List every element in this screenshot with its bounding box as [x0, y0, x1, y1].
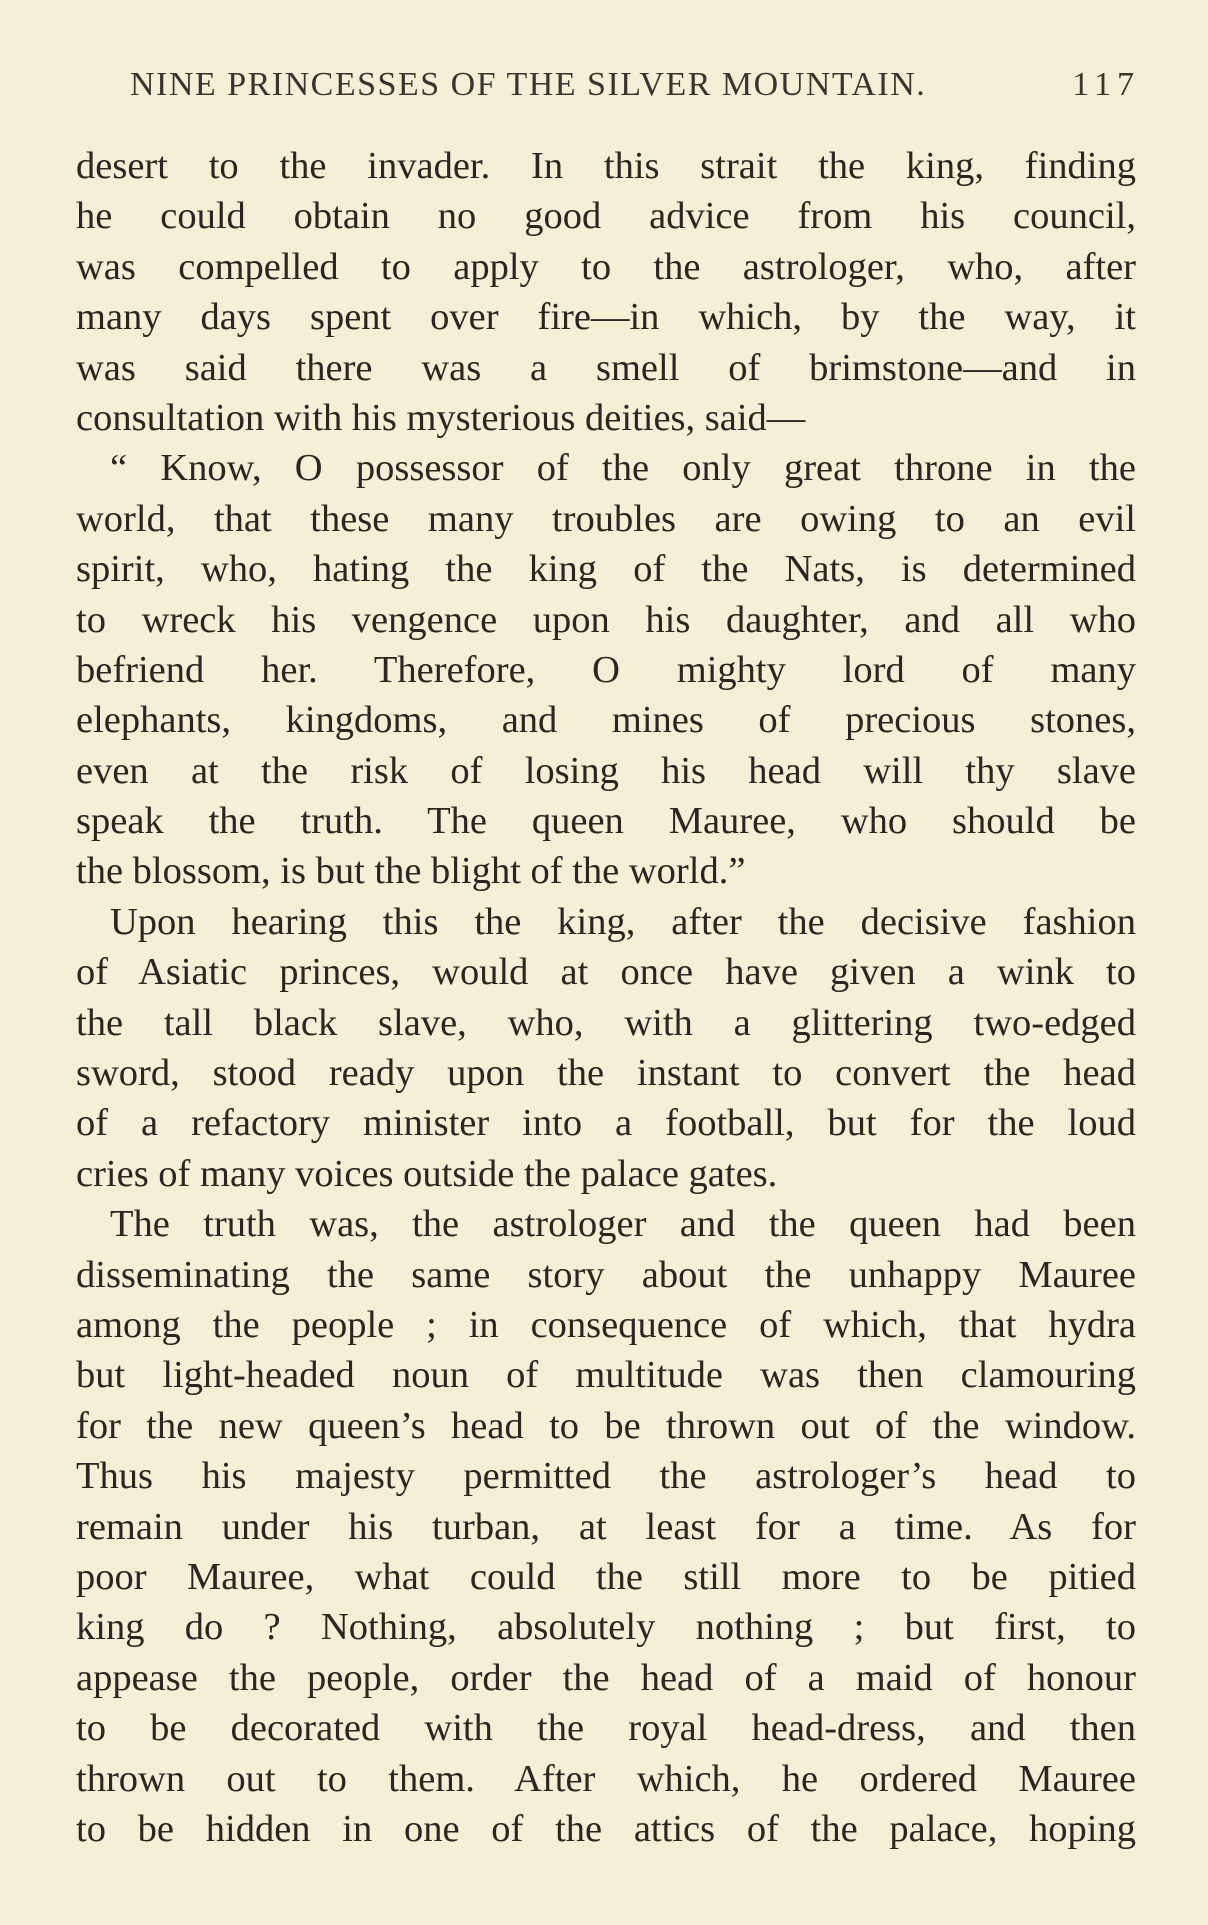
text-line: poor Mauree, what could the still more to be pitied	[76, 1555, 1136, 1598]
text-line: remain under his turban, at least for a time. As for	[76, 1505, 1136, 1548]
text-line: appease the people, order the head of a maid of honour	[76, 1656, 1136, 1699]
text-line: spirit, who, hating the king of the Nats, is determined	[76, 548, 1136, 591]
text-line: was compelled to apply to the astrologer, who, after	[76, 245, 1136, 288]
text-line: sword, stood ready upon the instant to convert the head	[76, 1052, 1136, 1095]
text-line: Upon hearing this the king, after the decisive fashion	[110, 900, 1136, 943]
text-line: for the new queen’s head to be thrown out of the window.	[76, 1404, 1136, 1447]
text-line: consultation with his mysterious deities, said—	[76, 396, 806, 439]
text-line: world, that these many troubles are owing to an evil	[76, 497, 1136, 540]
text-line: but light-headed noun of multitude was then clamouring	[76, 1354, 1136, 1397]
text-line: many days spent over fire—in which, by the way, it	[76, 296, 1136, 339]
running-head-title: NINE PRINCESSES OF THE SILVER MOUNTAIN.	[130, 66, 927, 103]
text-line: The truth was, the astrologer and the queen had been	[110, 1203, 1136, 1246]
text-line: to be hidden in one of the attics of the palace, hoping	[76, 1807, 1136, 1850]
text-line: the tall black slave, who, with a glittering two-edged	[76, 1001, 1136, 1044]
text-line: speak the truth. The queen Mauree, who should be	[76, 800, 1136, 843]
text-line: elephants, kingdoms, and mines of precious stones,	[76, 699, 1136, 742]
text-line: to be decorated with the royal head-dress, and then	[76, 1707, 1136, 1750]
text-line: Thus his majesty permitted the astrologer’s head to	[76, 1455, 1136, 1498]
text-line: to wreck his vengence upon his daughter, and all who	[76, 598, 1136, 641]
text-line: was said there was a smell of brimstone—and in	[76, 346, 1136, 389]
text-line: disseminating the same story about the unhappy Mauree	[76, 1253, 1136, 1296]
text-line: even at the risk of losing his head will thy slave	[76, 749, 1136, 792]
text-line: king do ? Nothing, absolutely nothing ; but first, to	[76, 1606, 1136, 1649]
body-text	[76, 141, 1136, 1854]
text-line: the blossom, is but the blight of the world.”	[76, 850, 746, 893]
text-line: among the people ; in consequence of which, that hydra	[76, 1303, 1136, 1346]
text-line: befriend her. Therefore, O mighty lord of many	[76, 648, 1136, 691]
page-number: 117	[1072, 66, 1140, 103]
text-line: he could obtain no good advice from his council,	[76, 195, 1136, 238]
text-line: desert to the invader. In this strait the king, finding	[76, 145, 1136, 187]
text-line: of a refactory minister into a football, but for the loud	[76, 1102, 1136, 1145]
text-line: thrown out to them. After which, he ordered Mauree	[76, 1757, 1136, 1800]
running-head	[130, 55, 1140, 115]
text-line: “ Know, O possessor of the only great throne in the	[110, 447, 1136, 490]
text-line: cries of many voices outside the palace gates.	[76, 1152, 778, 1195]
text-line: of Asiatic princes, would at once have given a wink to	[76, 951, 1136, 994]
